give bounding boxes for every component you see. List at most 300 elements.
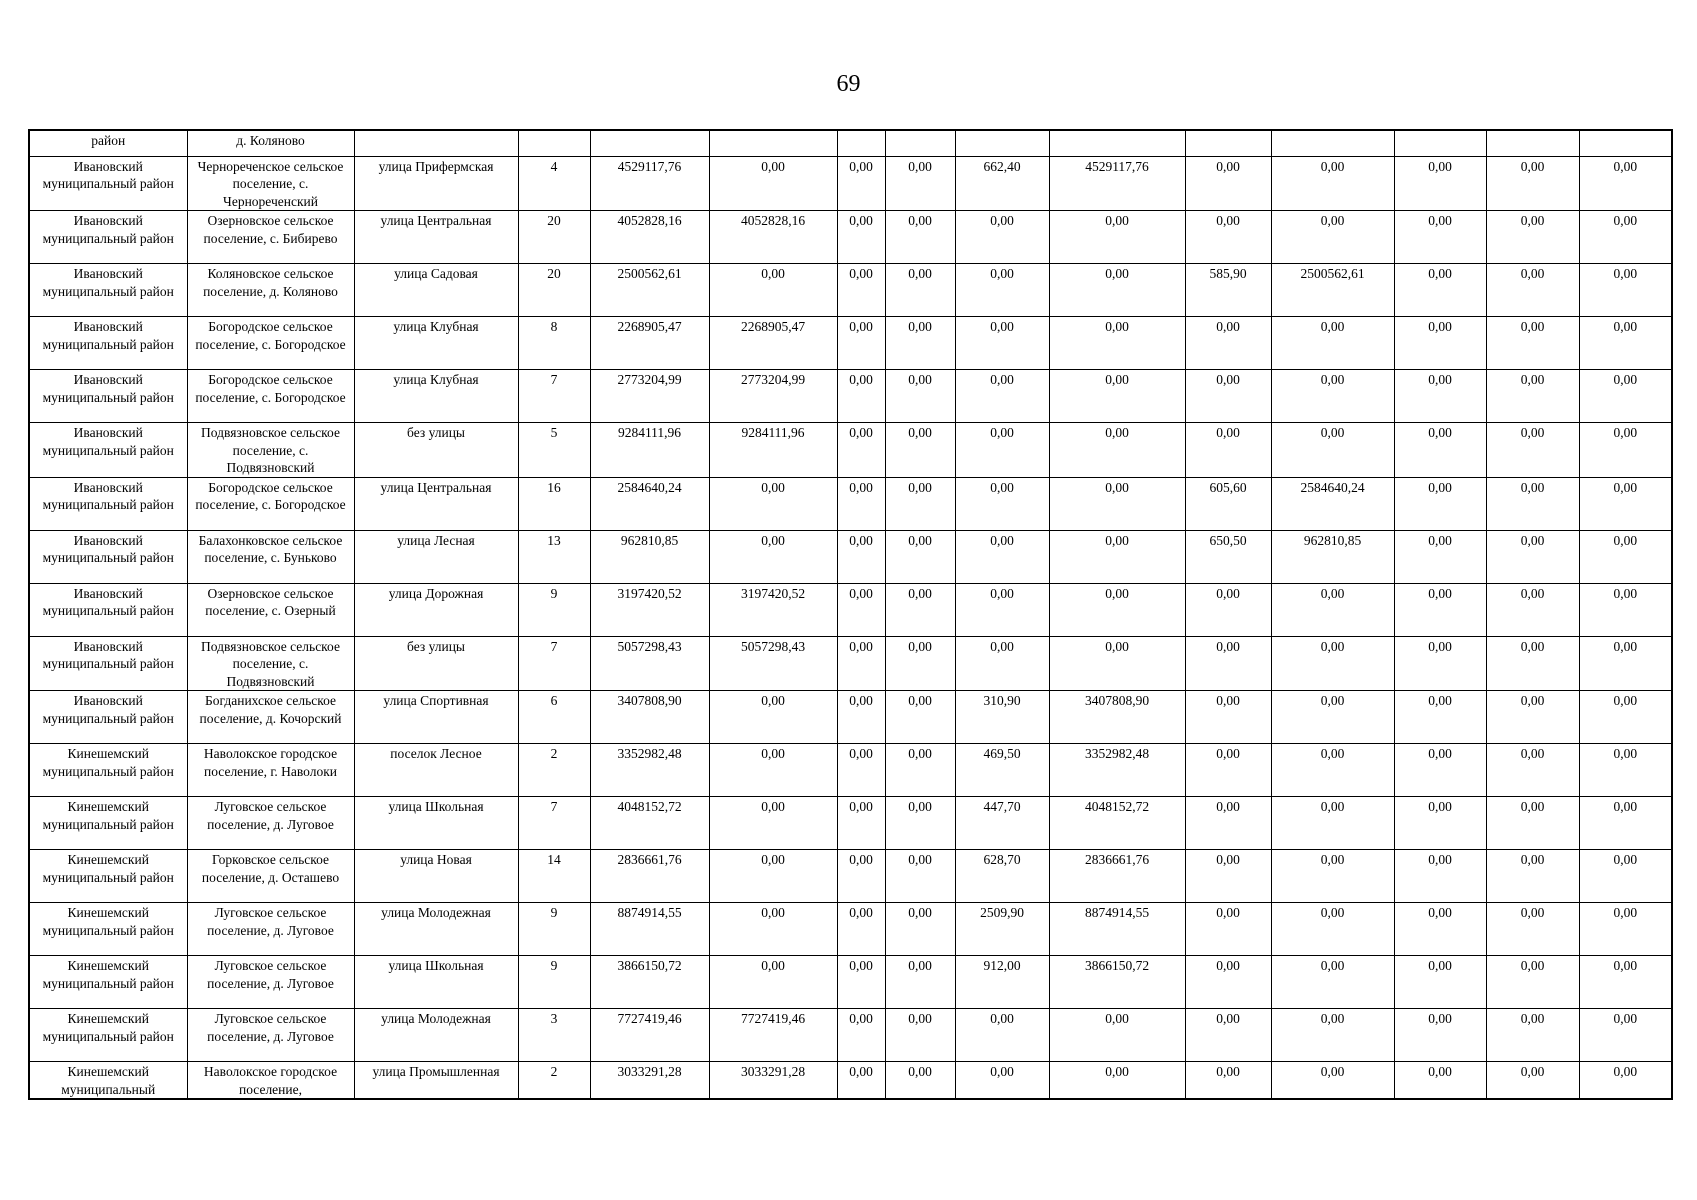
table-cell: 7 <box>518 636 590 691</box>
table-cell: 0,00 <box>709 156 837 211</box>
table-cell: 0,00 <box>1185 583 1271 636</box>
table-cell: 469,50 <box>955 744 1049 797</box>
table-cell: 0,00 <box>1394 530 1486 583</box>
table-row <box>29 423 1672 478</box>
table-cell <box>1271 130 1394 156</box>
table-cell: 0,00 <box>885 264 955 317</box>
table-cell: 0,00 <box>1049 530 1185 583</box>
table-cell: без улицы <box>354 636 518 691</box>
table-cell <box>1049 130 1185 156</box>
table-cell: 0,00 <box>885 370 955 423</box>
table-cell: улица Промышленная <box>354 1062 518 1100</box>
table-cell: 7727419,46 <box>709 1009 837 1062</box>
table-cell: 0,00 <box>1271 797 1394 850</box>
table-cell <box>354 130 518 156</box>
table-cell: Наволокское городское поселение, г. Наволоки <box>187 744 354 797</box>
table-cell: 0,00 <box>1271 850 1394 903</box>
table-cell: 3352982,48 <box>590 744 709 797</box>
table-cell: Балахонковское сельское поселение, с. Буньково <box>187 530 354 583</box>
table-cell: 0,00 <box>1271 370 1394 423</box>
table-cell: 0,00 <box>1486 1009 1579 1062</box>
table-row <box>29 530 1672 583</box>
table-cell: 14 <box>518 850 590 903</box>
table-row <box>29 317 1672 370</box>
table-cell: 0,00 <box>1579 156 1672 211</box>
table-cell: 0,00 <box>885 423 955 478</box>
table-cell: 3197420,52 <box>590 583 709 636</box>
table-cell: 9 <box>518 956 590 1009</box>
table-cell <box>590 130 709 156</box>
table-cell: Ивановский муниципальный район <box>29 211 187 264</box>
table-cell: поселок Лесное <box>354 744 518 797</box>
table-cell: 0,00 <box>1579 903 1672 956</box>
table-cell: 0,00 <box>885 1009 955 1062</box>
table-cell: 0,00 <box>837 1009 885 1062</box>
table-cell: 0,00 <box>1394 744 1486 797</box>
table-cell: 3197420,52 <box>709 583 837 636</box>
table-cell: 0,00 <box>885 636 955 691</box>
table-cell: Ивановский муниципальный район <box>29 423 187 478</box>
table-cell: Кинешемский муниципальный район <box>29 1009 187 1062</box>
table-cell: 0,00 <box>837 583 885 636</box>
table-cell: 0,00 <box>837 797 885 850</box>
table-cell: 0,00 <box>955 477 1049 530</box>
table-row <box>29 850 1672 903</box>
table-cell: улица Школьная <box>354 956 518 1009</box>
table-cell: 0,00 <box>1394 477 1486 530</box>
table-cell: 0,00 <box>1049 477 1185 530</box>
table-cell: 0,00 <box>885 956 955 1009</box>
table-cell: 0,00 <box>1185 744 1271 797</box>
table-cell: 0,00 <box>1579 956 1672 1009</box>
table-cell: 0,00 <box>1579 317 1672 370</box>
table-cell: 0,00 <box>955 211 1049 264</box>
table-cell: 2500562,61 <box>590 264 709 317</box>
table-cell: 8 <box>518 317 590 370</box>
table-cell: Кинешемский муниципальный район <box>29 744 187 797</box>
table-row <box>29 956 1672 1009</box>
table-cell: Луговское сельское поселение, д. Луговое <box>187 797 354 850</box>
table-cell: 0,00 <box>1486 530 1579 583</box>
table-cell: 962810,85 <box>1271 530 1394 583</box>
table-cell: Кинешемский муниципальный район <box>29 903 187 956</box>
table-row <box>29 156 1672 211</box>
table-cell: 4052828,16 <box>590 211 709 264</box>
table-cell: 0,00 <box>1579 370 1672 423</box>
table-cell: 0,00 <box>837 370 885 423</box>
table-cell: 8874914,55 <box>590 903 709 956</box>
table-cell: 0,00 <box>709 530 837 583</box>
table-cell: 310,90 <box>955 691 1049 744</box>
table-row <box>29 130 1672 156</box>
table-cell: 2 <box>518 1062 590 1100</box>
table-cell: 5 <box>518 423 590 478</box>
table-cell: 3407808,90 <box>590 691 709 744</box>
table-cell: Ивановский муниципальный район <box>29 691 187 744</box>
table-cell: 0,00 <box>885 744 955 797</box>
table-cell: 0,00 <box>709 797 837 850</box>
table-cell: 447,70 <box>955 797 1049 850</box>
table-cell: 2773204,99 <box>590 370 709 423</box>
table-cell: 0,00 <box>1394 691 1486 744</box>
table-cell: Ивановский муниципальный район <box>29 530 187 583</box>
table-cell: 0,00 <box>1579 583 1672 636</box>
table-cell: 0,00 <box>955 583 1049 636</box>
table-cell: 0,00 <box>1394 956 1486 1009</box>
table-cell: Чернореченское сельское поселение, с. Чернореченский <box>187 156 354 211</box>
table-cell: 9284111,96 <box>590 423 709 478</box>
table-cell: 0,00 <box>1579 264 1672 317</box>
table-cell: 2584640,24 <box>590 477 709 530</box>
table-cell: 4 <box>518 156 590 211</box>
table-cell: 13 <box>518 530 590 583</box>
table-cell: улица Новая <box>354 850 518 903</box>
table-cell: 7727419,46 <box>590 1009 709 1062</box>
table-cell <box>518 130 590 156</box>
table-cell: 628,70 <box>955 850 1049 903</box>
table-cell: 0,00 <box>1486 691 1579 744</box>
table-cell: 0,00 <box>885 317 955 370</box>
table-cell: 0,00 <box>1185 1009 1271 1062</box>
table-cell: 0,00 <box>1049 264 1185 317</box>
table-cell: 0,00 <box>1271 583 1394 636</box>
table-cell: 0,00 <box>1271 1062 1394 1100</box>
table-cell: Богородское сельское поселение, с. Богородское <box>187 370 354 423</box>
table-cell: 20 <box>518 211 590 264</box>
table-cell: 0,00 <box>709 477 837 530</box>
table-cell: 0,00 <box>1579 636 1672 691</box>
table-cell: 0,00 <box>837 477 885 530</box>
table-cell: улица Школьная <box>354 797 518 850</box>
table-cell: 7 <box>518 370 590 423</box>
table-cell: 0,00 <box>1579 423 1672 478</box>
table-cell: 20 <box>518 264 590 317</box>
table-cell: 0,00 <box>885 691 955 744</box>
table-cell: 0,00 <box>885 1062 955 1100</box>
table-cell: 0,00 <box>837 903 885 956</box>
table-cell: 0,00 <box>1486 636 1579 691</box>
table-cell <box>885 130 955 156</box>
table-cell: 0,00 <box>1486 1062 1579 1100</box>
page-number: 69 <box>836 71 861 97</box>
table-cell: Кинешемский муниципальный район <box>29 850 187 903</box>
table-cell: 0,00 <box>955 636 1049 691</box>
table-cell: 0,00 <box>885 583 955 636</box>
table-cell: 0,00 <box>1394 156 1486 211</box>
table-cell: улица Клубная <box>354 370 518 423</box>
table-cell: 0,00 <box>1579 1009 1672 1062</box>
table-cell: 912,00 <box>955 956 1049 1009</box>
table-cell: 0,00 <box>1185 691 1271 744</box>
table-cell: 2773204,99 <box>709 370 837 423</box>
table-cell: 0,00 <box>1049 423 1185 478</box>
table-cell: 0,00 <box>1394 903 1486 956</box>
table-cell: 2500562,61 <box>1271 264 1394 317</box>
table-cell: 0,00 <box>709 903 837 956</box>
table-cell: 0,00 <box>1049 636 1185 691</box>
table-cell: 0,00 <box>709 956 837 1009</box>
table-cell: Ивановский муниципальный район <box>29 370 187 423</box>
table-row <box>29 744 1672 797</box>
table-row <box>29 1009 1672 1062</box>
table-cell: Ивановский муниципальный район <box>29 636 187 691</box>
table-row <box>29 211 1672 264</box>
table-cell: 0,00 <box>837 317 885 370</box>
table-cell: 0,00 <box>885 797 955 850</box>
table-cell: 0,00 <box>1394 850 1486 903</box>
table-cell: 0,00 <box>955 264 1049 317</box>
table-cell: 0,00 <box>1394 636 1486 691</box>
table-cell: 0,00 <box>885 156 955 211</box>
table-row <box>29 583 1672 636</box>
table-cell: 0,00 <box>837 156 885 211</box>
table-cell: 0,00 <box>1185 317 1271 370</box>
table-cell: 5057298,43 <box>590 636 709 691</box>
table-cell: 0,00 <box>837 956 885 1009</box>
table-cell: Луговское сельское поселение, д. Луговое <box>187 903 354 956</box>
table-cell: Наволокское городское поселение, <box>187 1062 354 1100</box>
table-cell: 3866150,72 <box>1049 956 1185 1009</box>
table-cell: 0,00 <box>1486 370 1579 423</box>
table-cell: 0,00 <box>885 530 955 583</box>
table-cell: Кинешемский муниципальный район <box>29 956 187 1009</box>
table-cell: улица Центральная <box>354 211 518 264</box>
table-cell: 0,00 <box>1049 583 1185 636</box>
table-cell: 5057298,43 <box>709 636 837 691</box>
table-cell: 0,00 <box>1185 850 1271 903</box>
table-cell: 0,00 <box>1185 423 1271 478</box>
table-cell: улица Клубная <box>354 317 518 370</box>
table-cell: 0,00 <box>837 423 885 478</box>
table-cell: 0,00 <box>1486 423 1579 478</box>
table-cell: 0,00 <box>1271 1009 1394 1062</box>
table-cell: 0,00 <box>1049 1062 1185 1100</box>
table-cell: 0,00 <box>1579 211 1672 264</box>
table-cell: район <box>29 130 187 156</box>
table-cell: 6 <box>518 691 590 744</box>
table-cell: 0,00 <box>837 530 885 583</box>
table-cell: 0,00 <box>1486 264 1579 317</box>
table-cell: 2836661,76 <box>590 850 709 903</box>
table-cell: 0,00 <box>885 211 955 264</box>
table-cell: 0,00 <box>1394 317 1486 370</box>
table-cell: 962810,85 <box>590 530 709 583</box>
table-cell: улица Дорожная <box>354 583 518 636</box>
table-cell <box>1579 130 1672 156</box>
table-cell: 0,00 <box>1271 956 1394 1009</box>
table-cell: 3033291,28 <box>590 1062 709 1100</box>
table-cell: Кинешемский муниципальный район <box>29 797 187 850</box>
table-cell: Луговское сельское поселение, д. Луговое <box>187 1009 354 1062</box>
table-cell: 0,00 <box>1185 956 1271 1009</box>
table-cell: Ивановский муниципальный район <box>29 264 187 317</box>
table-cell: 7 <box>518 797 590 850</box>
table-cell: 0,00 <box>885 477 955 530</box>
table-cell <box>1394 130 1486 156</box>
table-cell: Ивановский муниципальный район <box>29 317 187 370</box>
table-cell: 0,00 <box>1486 797 1579 850</box>
table-cell: 0,00 <box>1394 370 1486 423</box>
table-cell: 0,00 <box>955 1062 1049 1100</box>
table-cell: 0,00 <box>1049 317 1185 370</box>
table-cell: 2268905,47 <box>590 317 709 370</box>
table-cell: 0,00 <box>1049 370 1185 423</box>
table-cell: 0,00 <box>1486 744 1579 797</box>
table-cell: 0,00 <box>709 264 837 317</box>
table-cell: Богородское сельское поселение, с. Богородское <box>187 477 354 530</box>
table-cell: Горковское сельское поселение, д. Осташево <box>187 850 354 903</box>
table-cell: 0,00 <box>1185 370 1271 423</box>
table-cell: 4052828,16 <box>709 211 837 264</box>
table-cell: Кинешемский муниципальный <box>29 1062 187 1100</box>
table-cell: 0,00 <box>1271 211 1394 264</box>
table-cell: 2268905,47 <box>709 317 837 370</box>
table-cell: 0,00 <box>1579 797 1672 850</box>
table-cell: 0,00 <box>1394 211 1486 264</box>
table-cell <box>1486 130 1579 156</box>
table-cell: 0,00 <box>1185 797 1271 850</box>
table-cell: 0,00 <box>955 370 1049 423</box>
table-cell: 0,00 <box>1271 744 1394 797</box>
table-cell: 0,00 <box>837 1062 885 1100</box>
table-cell: 0,00 <box>1486 317 1579 370</box>
table-cell: 3033291,28 <box>709 1062 837 1100</box>
table-cell: Ивановский муниципальный район <box>29 156 187 211</box>
table-cell: 0,00 <box>1486 211 1579 264</box>
table-cell: 4048152,72 <box>590 797 709 850</box>
table-cell: 0,00 <box>955 423 1049 478</box>
table-cell: 0,00 <box>837 744 885 797</box>
table-cell: 662,40 <box>955 156 1049 211</box>
table-cell: улица Молодежная <box>354 1009 518 1062</box>
table-cell: 0,00 <box>1271 903 1394 956</box>
table-cell: 0,00 <box>1271 317 1394 370</box>
table-cell: улица Центральная <box>354 477 518 530</box>
table-cell: 9 <box>518 903 590 956</box>
table-cell: 16 <box>518 477 590 530</box>
table-cell: 3 <box>518 1009 590 1062</box>
table-cell: д. Коляново <box>187 130 354 156</box>
table-cell: 0,00 <box>1394 1062 1486 1100</box>
table-cell: 0,00 <box>1271 691 1394 744</box>
table-cell <box>709 130 837 156</box>
table-cell: 0,00 <box>955 1009 1049 1062</box>
table-cell: улица Лесная <box>354 530 518 583</box>
table-cell: 2584640,24 <box>1271 477 1394 530</box>
table-row <box>29 691 1672 744</box>
table-cell <box>1185 130 1271 156</box>
table-cell: 0,00 <box>709 691 837 744</box>
table-cell: 0,00 <box>837 636 885 691</box>
table-cell: 0,00 <box>1049 1009 1185 1062</box>
table-row <box>29 477 1672 530</box>
table-cell: улица Прифермская <box>354 156 518 211</box>
table-cell: 4529117,76 <box>1049 156 1185 211</box>
table-row <box>29 797 1672 850</box>
table-cell: 0,00 <box>1486 956 1579 1009</box>
table-row <box>29 370 1672 423</box>
table-cell: Коляновское сельское поселение, д. Коляново <box>187 264 354 317</box>
table-cell: 0,00 <box>1185 1062 1271 1100</box>
table-cell: 2 <box>518 744 590 797</box>
table-cell: 0,00 <box>1271 636 1394 691</box>
table-cell: 3352982,48 <box>1049 744 1185 797</box>
table-cell: 0,00 <box>1486 477 1579 530</box>
table-cell: 0,00 <box>1271 423 1394 478</box>
table-cell: 0,00 <box>837 211 885 264</box>
table-cell <box>955 130 1049 156</box>
table-cell: 0,00 <box>1486 156 1579 211</box>
table-cell: 0,00 <box>1579 744 1672 797</box>
table-cell: 650,50 <box>1185 530 1271 583</box>
table-cell: 0,00 <box>1486 583 1579 636</box>
table-cell: 0,00 <box>1185 211 1271 264</box>
table-row <box>29 264 1672 317</box>
table-cell: 0,00 <box>709 850 837 903</box>
table-cell: 0,00 <box>1394 1009 1486 1062</box>
table-cell: 0,00 <box>837 850 885 903</box>
table-cell: 0,00 <box>1185 903 1271 956</box>
table-cell: улица Садовая <box>354 264 518 317</box>
table-cell: 9284111,96 <box>709 423 837 478</box>
table-cell: 0,00 <box>1271 156 1394 211</box>
table-row <box>29 636 1672 691</box>
table-cell: 4529117,76 <box>590 156 709 211</box>
table-cell: Богданихское сельское поселение, д. Кочорский <box>187 691 354 744</box>
table-cell: 0,00 <box>1185 636 1271 691</box>
table-cell: 0,00 <box>885 903 955 956</box>
table-cell: Богородское сельское поселение, с. Богородское <box>187 317 354 370</box>
table-cell: 0,00 <box>1486 850 1579 903</box>
table-cell: Озерновское сельское поселение, с. Озерный <box>187 583 354 636</box>
table-cell: 3866150,72 <box>590 956 709 1009</box>
register-table <box>28 129 1673 1100</box>
table-cell: 0,00 <box>1579 477 1672 530</box>
table-cell: 0,00 <box>1579 850 1672 903</box>
table-cell: 8874914,55 <box>1049 903 1185 956</box>
table-cell: 0,00 <box>1049 211 1185 264</box>
table-cell: 0,00 <box>709 744 837 797</box>
table-row <box>29 903 1672 956</box>
table-cell: 0,00 <box>1394 423 1486 478</box>
table-cell: 0,00 <box>1394 583 1486 636</box>
table-cell: Озерновское сельское поселение, с. Бибирево <box>187 211 354 264</box>
table-cell: 0,00 <box>885 850 955 903</box>
table-cell: 2509,90 <box>955 903 1049 956</box>
table-cell: Подвязновское сельское поселение, с. Подвязновский <box>187 423 354 478</box>
table-cell <box>837 130 885 156</box>
table-cell: 0,00 <box>837 691 885 744</box>
table-cell: 0,00 <box>1486 903 1579 956</box>
table-body <box>29 130 1672 1099</box>
table-cell: 9 <box>518 583 590 636</box>
table-cell: 605,60 <box>1185 477 1271 530</box>
table-cell: Ивановский муниципальный район <box>29 477 187 530</box>
table-cell: улица Спортивная <box>354 691 518 744</box>
table-cell: 585,90 <box>1185 264 1271 317</box>
table-cell: 0,00 <box>955 317 1049 370</box>
table-cell: 0,00 <box>1579 1062 1672 1100</box>
table-row <box>29 1062 1672 1100</box>
table-cell: 0,00 <box>1579 530 1672 583</box>
table-cell: 3407808,90 <box>1049 691 1185 744</box>
table-cell: 0,00 <box>1185 156 1271 211</box>
table-cell: Подвязновское сельское поселение, с. Подвязновский <box>187 636 354 691</box>
table-cell: 4048152,72 <box>1049 797 1185 850</box>
table-cell: 0,00 <box>1394 264 1486 317</box>
table-cell: улица Молодежная <box>354 903 518 956</box>
table-cell: 0,00 <box>1394 797 1486 850</box>
